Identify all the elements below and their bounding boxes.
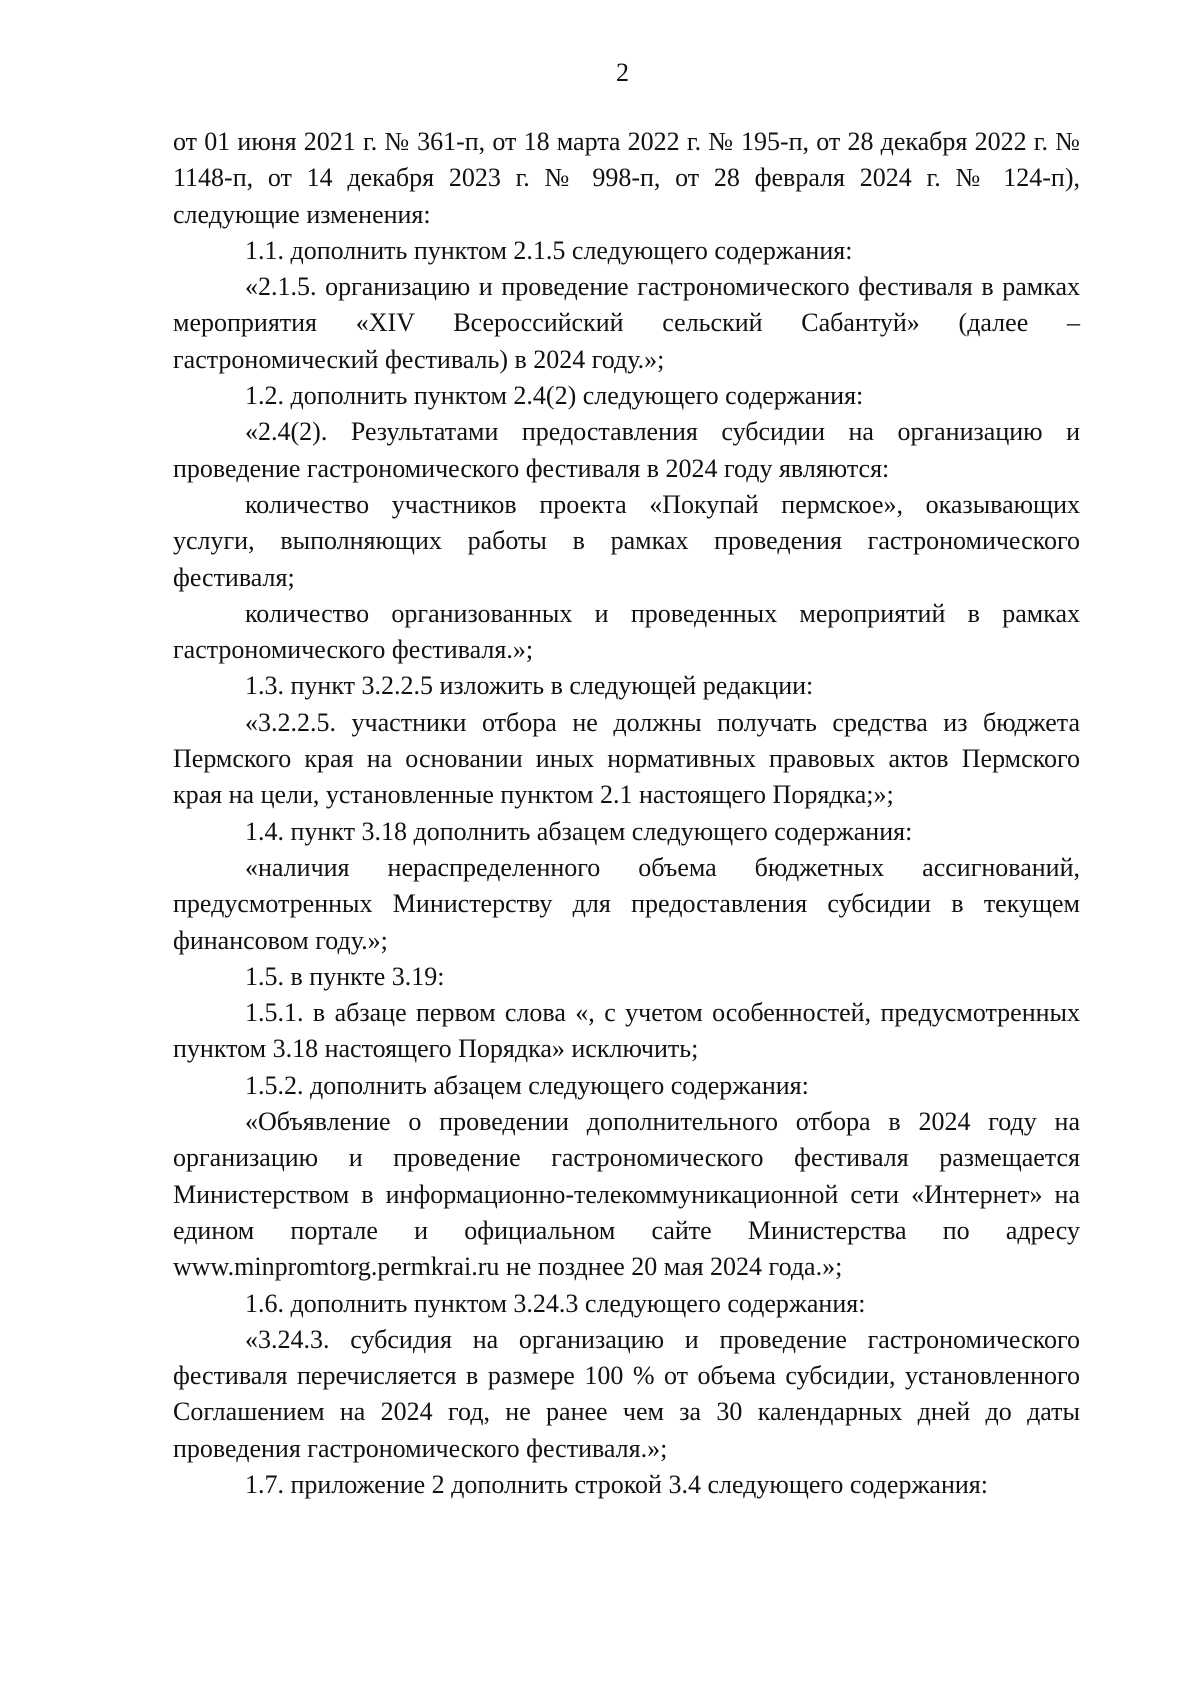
paragraph-1-5: 1.5. в пункте 3.19: bbox=[245, 961, 445, 991]
paragraph-1-1: 1.1. дополнить пунктом 2.1.5 следующего содержания: bbox=[245, 235, 853, 265]
paragraph-announcement: «Объявление о проведении дополнительного отбора в 2024 году на организацию и проведение гастрономического фестиваля размещается Министерством в информационно-телекоммуникационной сети «Интернет» на едином портале и официальном сайте Министерства по адресу www.minpromtorg.permkrai.ru не позднее 20 мая 2024 года.»; bbox=[173, 1107, 1080, 1282]
paragraph-participants-count: количество участников проекта «Покупай пермское», оказывающих услуги, выполняющих работы в рамках проведения гастрономического фестиваля; bbox=[173, 489, 1080, 592]
paragraph-3-24-3: «3.24.3. субсидия на организацию и проведение гастрономического фестиваля перечисляется в размере 100 % от объема субсидии, установленного Соглашением на 2024 год, не ранее чем за 30 календарных дней до даты проведения гастрономического фестиваля.»; bbox=[173, 1324, 1080, 1463]
paragraph-2-4-2: «2.4(2). Результатами предоставления субсидии на организацию и проведение гастрономического фестиваля в 2024 году являются: bbox=[173, 417, 1080, 483]
page-number: 2 bbox=[616, 58, 629, 87]
paragraph-1-3: 1.3. пункт 3.2.2.5 изложить в следующей редакции: bbox=[245, 671, 814, 701]
paragraph-1-2: 1.2. дополнить пунктом 2.4(2) следующего содержания: bbox=[245, 381, 864, 411]
paragraph-1-5-2: 1.5.2. дополнить абзацем следующего содержания: bbox=[245, 1070, 809, 1100]
paragraph-events-count: количество организованных и проведенных мероприятий в рамках гастрономического фестиваля.»; bbox=[173, 598, 1080, 665]
paragraph-1-6: 1.6. дополнить пунктом 3.24.3 следующего содержания: bbox=[245, 1288, 866, 1318]
paragraph-budget-availability: «наличия нераспределенного объема бюджетных ассигнований, предусмотренных Министерству для предоставления субсидии в текущем финансовом году.»; bbox=[173, 852, 1080, 955]
paragraph-1-7: 1.7. приложение 2 дополнить строкой 3.4 следующего содержания: bbox=[245, 1469, 988, 1499]
paragraph-2-1-5: «2.1.5. организацию и проведение гастрономического фестиваля в рамках мероприятия «XIV Всероссийский сельский Сабантуй» (далее – гастрономический фестиваль) в 2024 году.»; bbox=[173, 272, 1080, 374]
paragraph-intro: от 01 июня 2021 г. № 361-п, от 18 марта 2022 г. № 195-п, от 28 декабря 2022 г. № 1148-п, от 14 декабря 2023 г. № 998-п, от 28 февраля 2024 г. № 124-п), следующие изменения: bbox=[173, 127, 1080, 229]
document-body bbox=[173, 124, 1080, 1503]
paragraph-3-2-2-5: «3.2.2.5. участники отбора не должны получать средства из бюджета Пермского края на основании иных нормативных правовых актов Пермского края на цели, установленные пунктом 2.1 настоящего Порядка;»; bbox=[173, 707, 1080, 810]
paragraph-1-4: 1.4. пункт 3.18 дополнить абзацем следующего содержания: bbox=[245, 816, 913, 846]
paragraph-1-5-1: 1.5.1. в абзаце первом слова «, с учетом особенностей, предусмотренных пунктом 3.18 настоящего Порядка» исключить; bbox=[173, 998, 1080, 1064]
